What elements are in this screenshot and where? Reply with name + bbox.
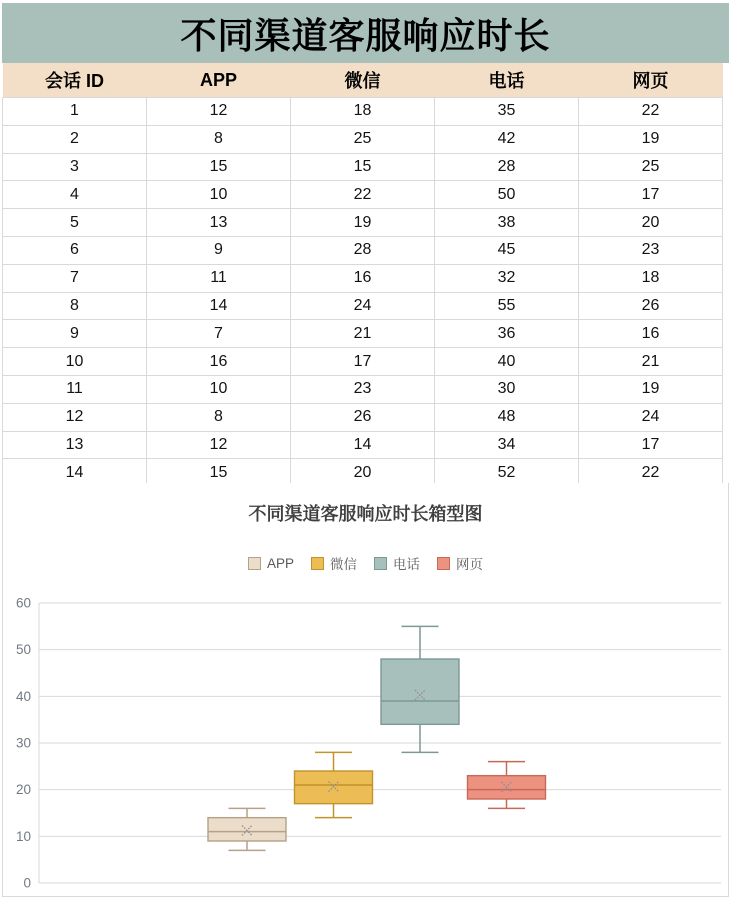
table-cell: 19 [579, 375, 723, 403]
table-cell: 52 [435, 459, 579, 487]
column-header: 会话 ID [3, 63, 147, 98]
box [381, 659, 459, 724]
table-cell: 3 [3, 153, 147, 181]
table-cell: 15 [147, 153, 291, 181]
table-cell: 9 [147, 236, 291, 264]
table-row [3, 98, 723, 126]
table-cell: 5 [3, 209, 147, 237]
table-cell: 38 [435, 209, 579, 237]
table-cell: 13 [3, 431, 147, 459]
table-cell: 28 [435, 153, 579, 181]
chart-title: 不同渠道客服响应时长箱型图 [248, 504, 483, 524]
table-cell: 34 [435, 431, 579, 459]
table-cell: 24 [291, 292, 435, 320]
column-header: 微信 [291, 63, 435, 98]
table-row [3, 375, 723, 403]
table-cell: 25 [291, 125, 435, 153]
table-cell: 35 [435, 98, 579, 126]
table-row [3, 209, 723, 237]
table-cell: 15 [291, 153, 435, 181]
table-cell: 22 [579, 459, 723, 487]
legend-label: APP [266, 555, 294, 571]
legend-swatch-icon [248, 557, 261, 570]
table-cell: 18 [579, 264, 723, 292]
table-cell: 20 [291, 459, 435, 487]
table-cell: 16 [579, 320, 723, 348]
y-axis-tick-label: 0 [23, 875, 31, 890]
table-cell: 8 [3, 292, 147, 320]
boxplot-APP [208, 808, 286, 850]
table-cell: 11 [3, 375, 147, 403]
table-cell: 10 [147, 181, 291, 209]
boxplot-微信 [295, 752, 373, 817]
legend-swatch-icon [311, 557, 324, 570]
data-table [2, 63, 723, 515]
table-cell: 17 [291, 348, 435, 376]
table-cell: 19 [291, 209, 435, 237]
legend-swatch-icon [374, 557, 387, 570]
table-cell: 6 [3, 236, 147, 264]
boxplot-网页 [468, 762, 546, 809]
table-cell: 9 [3, 320, 147, 348]
boxplot-chart-svg [3, 590, 730, 890]
table-cell: 7 [3, 264, 147, 292]
legend-swatch-icon [437, 557, 450, 570]
table-cell: 10 [147, 375, 291, 403]
table-cell: 10 [3, 348, 147, 376]
table-cell: 13 [147, 209, 291, 237]
table-cell: 21 [579, 348, 723, 376]
table-cell: 28 [291, 236, 435, 264]
table-row [3, 125, 723, 153]
table-row [3, 181, 723, 209]
table-cell: 25 [579, 153, 723, 181]
table-cell: 2 [3, 125, 147, 153]
table-cell: 7 [147, 320, 291, 348]
box [208, 818, 286, 841]
table-cell: 8 [147, 403, 291, 431]
table-cell: 26 [291, 403, 435, 431]
column-header: APP [147, 63, 291, 98]
table-cell: 23 [291, 375, 435, 403]
y-axis-tick-label: 30 [15, 735, 31, 751]
table-cell: 40 [435, 348, 579, 376]
y-axis-tick-label: 40 [15, 688, 31, 704]
table-cell: 22 [579, 98, 723, 126]
table-cell: 16 [147, 348, 291, 376]
table-cell: 17 [579, 181, 723, 209]
table-cell: 23 [579, 236, 723, 264]
table-cell: 17 [579, 431, 723, 459]
legend-item-网页 [437, 553, 483, 573]
table-cell: 8 [147, 125, 291, 153]
table-cell: 55 [435, 292, 579, 320]
table-cell: 16 [291, 264, 435, 292]
legend-item-APP [248, 556, 294, 571]
y-axis-tick-label: 60 [15, 595, 31, 611]
table-cell: 20 [579, 209, 723, 237]
table-header-row [3, 63, 723, 98]
table-cell: 50 [435, 181, 579, 209]
table-cell: 21 [291, 320, 435, 348]
table-cell: 26 [579, 292, 723, 320]
table-cell: 12 [147, 431, 291, 459]
y-axis-tick-label: 50 [15, 642, 31, 658]
page-title-text: 不同渠道客服响应时长 [180, 14, 551, 56]
table-row [3, 431, 723, 459]
page-title [2, 3, 729, 63]
table-cell: 48 [435, 403, 579, 431]
column-header: 网页 [579, 63, 723, 98]
table-cell: 42 [435, 125, 579, 153]
table-cell: 12 [3, 403, 147, 431]
table-cell: 30 [435, 375, 579, 403]
table-cell: 32 [435, 264, 579, 292]
table-row [3, 264, 723, 292]
table-cell: 4 [3, 181, 147, 209]
table-cell: 12 [147, 98, 291, 126]
table-cell: 18 [291, 98, 435, 126]
table-cell: 14 [291, 431, 435, 459]
table-row [3, 348, 723, 376]
legend-item-微信 [311, 553, 357, 573]
legend-item-电话 [374, 553, 420, 573]
column-header: 电话 [435, 63, 579, 98]
table-cell: 15 [147, 459, 291, 487]
table-row [3, 403, 723, 431]
table-cell: 14 [147, 292, 291, 320]
table-cell: 11 [147, 264, 291, 292]
chart-legend [3, 553, 728, 573]
table-cell: 45 [435, 236, 579, 264]
table-cell: 19 [579, 125, 723, 153]
table-cell: 24 [579, 403, 723, 431]
y-axis-tick-label: 20 [15, 782, 31, 798]
table-row [3, 153, 723, 181]
y-axis-tick-label: 10 [15, 828, 31, 844]
table-row [3, 320, 723, 348]
chart-object[interactable] [2, 483, 729, 897]
table-cell: 36 [435, 320, 579, 348]
legend-label: 电话 [393, 557, 420, 572]
table-row [3, 236, 723, 264]
table-cell: 1 [3, 98, 147, 126]
table-cell: 22 [291, 181, 435, 209]
table-cell: 14 [3, 459, 147, 487]
legend-label: 网页 [456, 557, 483, 572]
table-row [3, 292, 723, 320]
boxplot-电话 [381, 626, 459, 752]
legend-label: 微信 [330, 557, 357, 572]
